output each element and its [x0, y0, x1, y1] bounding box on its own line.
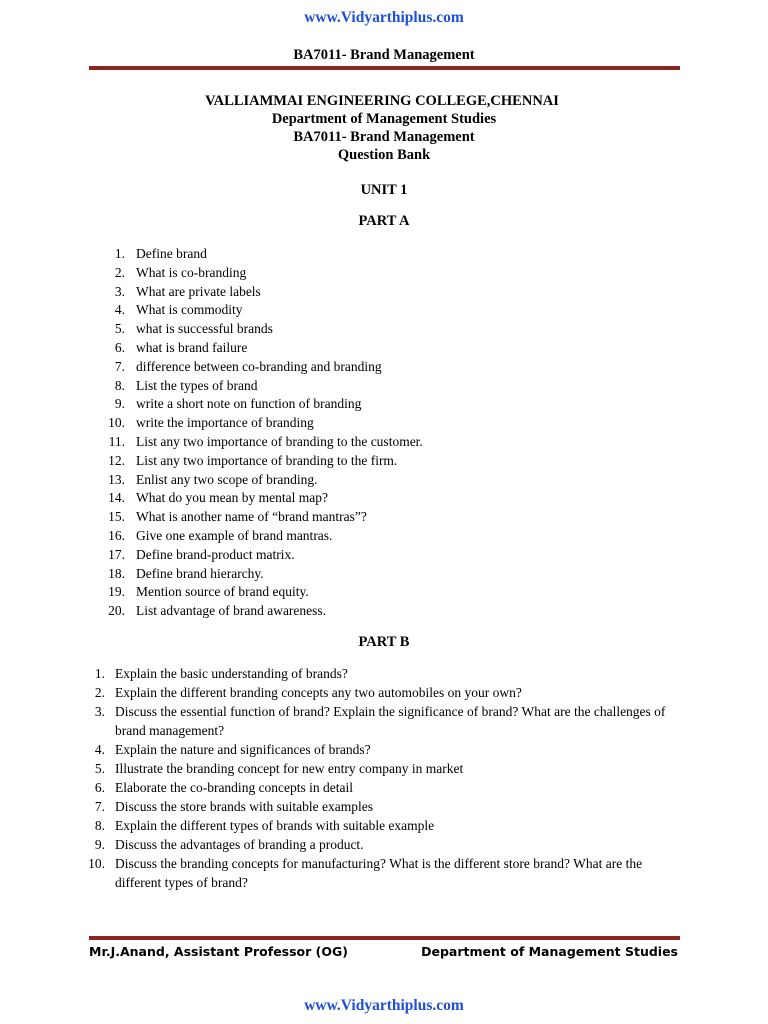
- question-number: 19.: [108, 584, 125, 600]
- question-text: Discuss the essential function of brand? Explain the significance of brand? What are the challenges of brand management?: [115, 704, 666, 738]
- question-text: List any two importance of branding to the customer.: [136, 433, 423, 449]
- question-number: 7.: [94, 799, 105, 814]
- footer-divider: [89, 936, 680, 940]
- question-item: [0, 527, 768, 546]
- part-b-heading: PART B: [358, 634, 410, 650]
- question-item: [0, 414, 768, 433]
- question-text: Enlist any two scope of branding.: [136, 471, 318, 487]
- question-number: 8.: [94, 818, 105, 833]
- question-number: 12.: [108, 452, 125, 468]
- question-text: Discuss the branding concepts for manufacturing? What is the different store brand? What are the different types of brand?: [115, 856, 643, 890]
- part-a-heading: PART A: [358, 213, 410, 229]
- question-number: 15.: [108, 509, 125, 525]
- site-link-header[interactable]: www.Vidyarthiplus.com: [304, 9, 464, 26]
- document-title: Question Bank: [337, 147, 431, 163]
- question-number: 20.: [108, 603, 125, 619]
- question-number: 8.: [114, 377, 125, 393]
- question-item: [0, 816, 768, 835]
- question-number: 10.: [88, 856, 105, 871]
- question-item: [0, 565, 768, 584]
- question-item: [0, 301, 768, 320]
- question-number: 6.: [94, 780, 105, 795]
- question-item: [0, 395, 768, 414]
- question-item: [0, 452, 768, 471]
- question-number: 17.: [108, 546, 125, 562]
- question-text: Mention source of brand equity.: [136, 584, 309, 600]
- question-text: Explain the basic understanding of brands?: [115, 666, 348, 681]
- question-item: [0, 546, 768, 565]
- question-text: what is successful brands: [136, 321, 273, 337]
- question-item: [0, 664, 768, 683]
- question-text: Explain the different branding concepts any two automobiles on your own?: [115, 685, 522, 700]
- question-number: 4.: [94, 742, 105, 757]
- question-number: 3.: [114, 283, 125, 299]
- question-item: [0, 683, 768, 702]
- question-text: Define brand-product matrix.: [136, 546, 295, 562]
- question-number: 16.: [108, 527, 125, 543]
- question-item: [0, 797, 768, 816]
- question-text: Discuss the store brands with suitable examples: [115, 799, 373, 814]
- question-text: Explain the different types of brands with suitable example: [115, 818, 435, 833]
- question-item: [0, 508, 768, 527]
- footer-author: Mr.J.Anand, Assistant Professor (OG): [89, 944, 348, 959]
- question-item: [0, 377, 768, 396]
- question-item: [0, 245, 768, 264]
- question-number: 2.: [94, 685, 105, 700]
- question-item: [0, 283, 768, 302]
- question-number: 11.: [108, 433, 125, 449]
- question-text: Illustrate the branding concept for new entry company in market: [115, 761, 464, 776]
- question-number: 6.: [114, 339, 125, 355]
- question-text: What is another name of “brand mantras”?: [136, 509, 367, 525]
- course-header: BA7011- Brand Management: [293, 47, 475, 63]
- question-item: [0, 778, 768, 797]
- question-text: What is co-branding: [136, 264, 247, 280]
- header-divider: [89, 66, 680, 70]
- question-item: [0, 854, 768, 892]
- question-number: 14.: [108, 490, 125, 506]
- footer-department: Department of Management Studies: [421, 944, 678, 959]
- unit-heading: UNIT 1: [360, 182, 408, 198]
- question-item: [0, 320, 768, 339]
- question-item: [0, 583, 768, 602]
- department-name: Department of Management Studies: [271, 111, 497, 127]
- site-link-footer[interactable]: www.Vidyarthiplus.com: [304, 997, 464, 1014]
- question-number: 1.: [114, 246, 125, 261]
- question-item: [0, 264, 768, 283]
- question-number: 13.: [108, 471, 125, 487]
- question-number: 9.: [114, 396, 125, 412]
- course-title: BA7011- Brand Management: [293, 129, 475, 145]
- question-text: What is commodity: [136, 302, 243, 318]
- question-number: 10.: [108, 415, 125, 431]
- question-item: [0, 602, 768, 621]
- question-item: [0, 339, 768, 358]
- question-text: Explain the nature and significances of brands?: [115, 742, 371, 757]
- question-item: [0, 702, 768, 740]
- question-item: [0, 759, 768, 778]
- part-a-question-list: [0, 245, 768, 621]
- question-number: 2.: [114, 264, 125, 280]
- question-number: 7.: [114, 358, 125, 374]
- part-b-question-list: [0, 664, 768, 892]
- question-text: Give one example of brand mantras.: [136, 527, 333, 543]
- question-text: Define brand hierarchy.: [136, 565, 264, 581]
- question-number: 5.: [94, 761, 105, 776]
- question-item: [0, 835, 768, 854]
- question-item: [0, 471, 768, 490]
- question-number: 3.: [94, 704, 105, 719]
- title-block: [0, 92, 768, 164]
- question-text: List the types of brand: [136, 377, 258, 393]
- question-text: write the importance of branding: [136, 415, 314, 431]
- question-text: What do you mean by mental map?: [136, 490, 328, 506]
- question-text: difference between co-branding and branding: [136, 358, 382, 374]
- question-item: [0, 740, 768, 759]
- question-item: [0, 489, 768, 508]
- question-text: Elaborate the co-branding concepts in detail: [115, 780, 354, 795]
- question-number: 1.: [94, 666, 105, 681]
- question-text: what is brand failure: [136, 339, 248, 355]
- question-number: 9.: [94, 837, 105, 852]
- question-number: 5.: [114, 321, 125, 337]
- question-item: [0, 358, 768, 377]
- question-text: Define brand: [136, 246, 207, 261]
- question-text: What are private labels: [136, 283, 261, 299]
- question-text: List any two importance of branding to the firm.: [136, 452, 398, 468]
- question-text: write a short note on function of branding: [136, 396, 362, 412]
- college-name: VALLIAMMAI ENGINEERING COLLEGE,CHENNAI: [205, 93, 559, 109]
- question-number: 4.: [114, 302, 125, 318]
- question-text: Discuss the advantages of branding a product.: [115, 837, 364, 852]
- question-number: 18.: [108, 565, 125, 581]
- question-item: [0, 433, 768, 452]
- question-text: List advantage of brand awareness.: [136, 603, 327, 619]
